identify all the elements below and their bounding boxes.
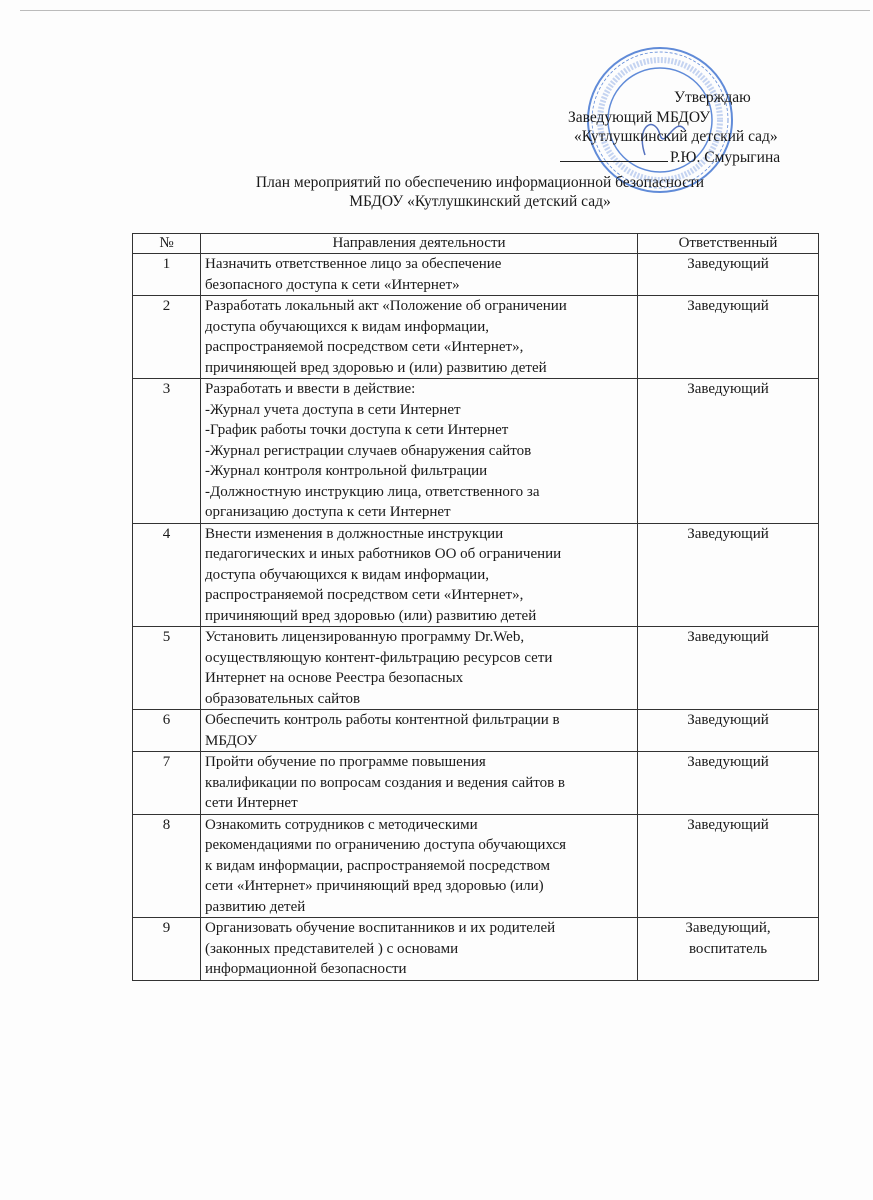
direction-line: Ознакомить сотрудников с методическими (205, 816, 478, 833)
direction-line: -Журнал контроля контрольной фильтрации (205, 463, 488, 479)
direction-line: информационной безопасности (205, 961, 407, 977)
row-direction (201, 523, 638, 627)
direction-line: Организовать обучение воспитанников и их родителей (205, 920, 556, 936)
row-number: 8 (133, 814, 201, 918)
row-number: 2 (133, 296, 201, 379)
table-row (133, 627, 819, 710)
direction-line: МБДОУ (205, 732, 258, 749)
approval-signature-line (560, 147, 820, 168)
responsible-line: Заведующий (687, 256, 769, 272)
direction-line: Разработать локальный акт «Положение об ограничении (205, 298, 567, 314)
row-responsible (638, 379, 819, 524)
responsible-line: Заведующий, (685, 920, 771, 936)
direction-line: причиняющий вред здоровью (или) развитию детей (205, 607, 537, 624)
direction-line: причиняющей вред здоровью и (или) развитию детей (205, 359, 547, 376)
approval-block (560, 88, 820, 167)
table-row (133, 379, 819, 524)
row-direction (201, 627, 638, 710)
row-direction (201, 379, 638, 524)
title-line-2: МБДОУ «Кутлушкинский детский сад» (349, 193, 611, 210)
row-number: 7 (133, 752, 201, 815)
direction-line: педагогических и иных работников ОО об ограничении (205, 546, 562, 562)
row-direction (201, 918, 638, 981)
direction-line: осуществляющую контент-фильтрацию ресурсов сети (205, 649, 553, 666)
direction-line: Обеспечить контроль работы контентной фильтрации в (205, 712, 560, 728)
responsible-line: Заведующий (687, 816, 769, 833)
row-responsible (638, 710, 819, 752)
direction-line: -Журнал регистрации случаев обнаружения сайтов (205, 442, 532, 459)
row-direction (201, 814, 638, 918)
row-number: 1 (133, 254, 201, 296)
header-number: № (133, 234, 201, 254)
header-responsible: Ответственный (638, 234, 819, 254)
direction-line: Установить лицензированную программу Dr.Web, (205, 629, 525, 645)
table-row (133, 814, 819, 918)
responsible-line: Заведующий (687, 381, 769, 397)
table-row (133, 254, 819, 296)
responsible-line: Заведующий (687, 525, 769, 542)
row-responsible (638, 918, 819, 981)
direction-line: образовательных сайтов (205, 690, 361, 707)
responsible-line: Заведующий (687, 629, 769, 645)
direction-line: -Журнал учета доступа в сети Интернет (205, 401, 461, 418)
approval-organization: «Кутлушкинский детский сад» (574, 128, 778, 145)
table-header-row (133, 234, 819, 254)
responsible-line: Заведующий (687, 754, 769, 770)
table-row (133, 296, 819, 379)
table-row (133, 918, 819, 981)
row-responsible (638, 254, 819, 296)
direction-line: распространяемой посредством сети «Интернет», (205, 339, 524, 355)
approval-name: Р.Ю. Смурыгина (670, 148, 781, 166)
direction-line: квалификации по вопросам создания и ведения сайтов в (205, 774, 565, 791)
direction-line: Пройти обучение по программе повышения (205, 754, 486, 770)
header-direction: Направления деятельности (201, 234, 638, 254)
plan-table (132, 233, 819, 981)
direction-line: к видам информации, распространяемой посредством (205, 857, 551, 874)
responsible-line: Заведующий (687, 298, 769, 314)
direction-line: -График работы точки доступа к сети Интернет (205, 422, 509, 438)
row-number: 3 (133, 379, 201, 524)
row-direction (201, 710, 638, 752)
table-row (133, 710, 819, 752)
direction-line: Интернет на основе Реестра безопасных (205, 670, 464, 686)
scan-edge-line (20, 10, 870, 11)
direction-line: Назначить ответственное лицо за обеспечение (205, 256, 502, 272)
direction-line: Разработать и ввести в действие: (205, 381, 416, 397)
table-row (133, 752, 819, 815)
document-title (0, 173, 873, 211)
direction-line: (законных представителей ) с основами (205, 940, 459, 957)
row-responsible (638, 296, 819, 379)
row-direction (201, 296, 638, 379)
row-number: 4 (133, 523, 201, 627)
row-number: 9 (133, 918, 201, 981)
row-number: 6 (133, 710, 201, 752)
row-responsible (638, 627, 819, 710)
row-direction (201, 752, 638, 815)
responsible-line: воспитатель (688, 940, 768, 957)
title-line-1: План мероприятий по обеспечению информационной безопасности (255, 174, 705, 191)
signature-underline (560, 147, 668, 162)
approval-line: Утверждаю (674, 89, 751, 106)
direction-line: Внести изменения в должностные инструкции (205, 525, 504, 542)
approval-position: Заведующий МБДОУ (568, 108, 711, 126)
direction-line: рекомендациями по ограничению доступа обучающихся (205, 837, 567, 853)
row-responsible (638, 752, 819, 815)
row-responsible (638, 814, 819, 918)
table-row (133, 523, 819, 627)
row-number: 5 (133, 627, 201, 710)
row-responsible (638, 523, 819, 627)
direction-line: сети Интернет (205, 795, 298, 811)
row-direction (201, 254, 638, 296)
direction-line: организацию доступа к сети Интернет (205, 504, 451, 520)
responsible-line: Заведующий (687, 712, 769, 728)
direction-line: доступа обучающихся к видам информации, (205, 318, 489, 335)
direction-line: распространяемой посредством сети «Интернет», (205, 587, 524, 603)
direction-line: -Должностную инструкцию лица, ответственного за (205, 483, 540, 500)
direction-line: доступа обучающихся к видам информации, (205, 566, 489, 583)
direction-line: развитию детей (205, 898, 306, 915)
direction-line: безопасного доступа к сети «Интернет» (205, 276, 460, 293)
direction-line: сети «Интернет» причиняющий вред здоровью (или) (205, 878, 544, 894)
